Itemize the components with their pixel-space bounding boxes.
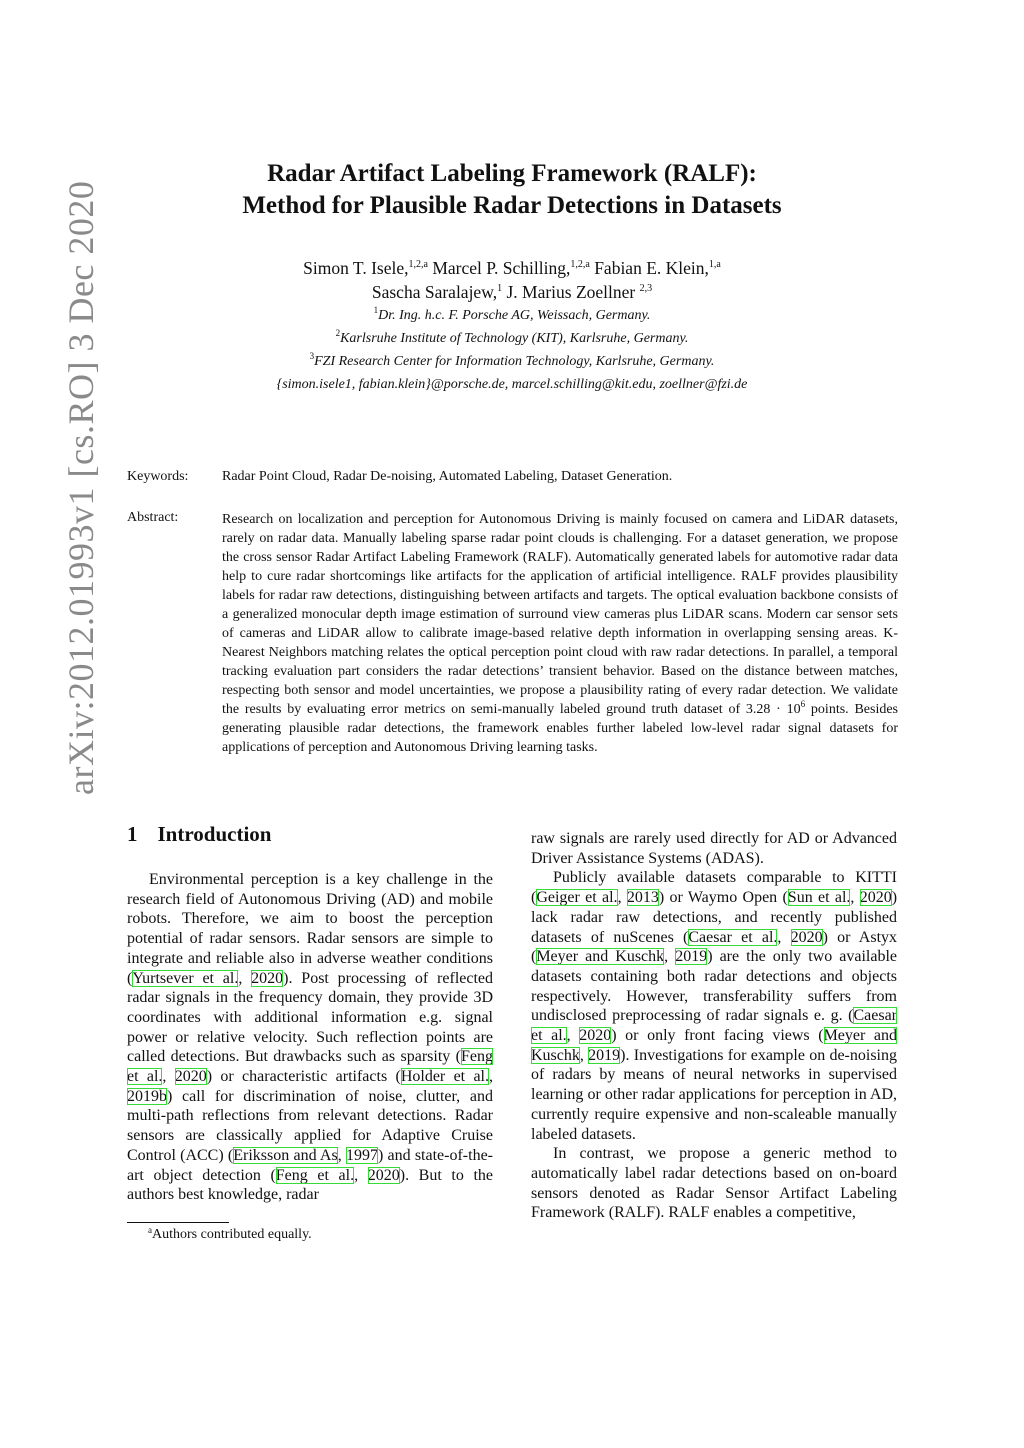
footnote-rule <box>127 1222 229 1223</box>
author-affil-sup: 1,a <box>708 259 721 270</box>
title-line-2: Method for Plausible Radar Detections in Datasets <box>242 192 782 219</box>
right-column <box>531 829 897 1223</box>
keywords-label: Keywords: <box>127 469 189 484</box>
author-name: Simon T. Isele, <box>303 258 409 278</box>
paragraph: In contrast, we propose a generic method to automatically label radar detections based on on-board sensors denoted as Radar Sensor Artifact Labeling Framework (RALF). RALF enables a competitive, <box>531 1145 897 1222</box>
citation-link[interactable]: 2019 <box>588 1046 621 1064</box>
citation-link[interactable]: Feng et al. <box>127 1048 493 1086</box>
author-name: J. Marius Zoellner <box>506 282 636 302</box>
citation-link[interactable]: 2020 <box>579 1027 612 1045</box>
section-title: Introduction <box>157 822 272 846</box>
author-name: Sascha Saralajew, <box>371 282 498 302</box>
title-line-1: Radar Artifact Labeling Framework (RALF): <box>267 160 757 187</box>
section-heading <box>127 822 271 847</box>
citation-link[interactable]: 2020 <box>367 1166 400 1184</box>
citation-link[interactable]: 2020 <box>859 889 892 907</box>
citation-link[interactable]: Geiger et al. <box>536 889 618 907</box>
abstract-label: Abstract: <box>127 510 179 525</box>
author-affil-sup: 1,2,a <box>570 259 590 270</box>
arxiv-identifier: arXiv:2012.01993v1 [cs.RO] 3 Dec 2020 <box>61 180 101 795</box>
paragraph: Environmental perception is a key challenge in the research field of Autonomous Driving (AD) and mobile robots. Therefore, we aim to boost the perception potential of radar sensors. Radar sensors are simple to integrate and reliable also in adverse weather conditions (Yurtsever et al., 2020). Post processing of reflected radar signals in the frequency domain, they provide 3D coordinates with additional information e.g. signal power or relative velocity. Such reflection points are called detections. But drawbacks such as sparsity (Feng et al., 2020) or characteristic artifacts (Holder et al., 2019b) call for discrimination of noise, clutter, and multi-path reflections from relevant detections. Radar sensors are classically applied for Adaptive Cruise Control (ACC) (Eriksson and As, 1997) and state-of-the-art object detection (Feng et al., 2020). But to the authors best knowledge, radar <box>127 871 494 1204</box>
citation-link[interactable]: 2020 <box>251 969 284 987</box>
author-list <box>100 256 924 304</box>
citation-link[interactable]: Feng et al. <box>275 1166 355 1184</box>
affiliation-line: $^2$Karlsruhe Institute of Technology (KIT), Karlsruhe, Germany. <box>335 328 689 346</box>
citation-link[interactable]: 2013 <box>626 889 659 907</box>
citation-link[interactable]: Eriksson and As <box>233 1146 338 1164</box>
citation-link[interactable]: 2020 <box>790 928 823 946</box>
affiliations <box>100 304 924 396</box>
left-column <box>127 870 493 1205</box>
citation-link[interactable]: 1997 <box>345 1146 378 1164</box>
citation-link[interactable]: Sun et al. <box>787 889 851 907</box>
citation-link[interactable]: 2019 <box>675 948 708 966</box>
author-name: Marcel P. Schilling, <box>432 258 571 278</box>
author-emails: {simon.isele1, fabian.klein}@porsche.de, marcel.schilling@kit.edu, zoellner@fzi.de <box>276 377 748 392</box>
citation-link[interactable]: Caesar et al. <box>688 928 778 946</box>
citation-link[interactable]: Holder et al. <box>400 1068 489 1086</box>
keywords-text: Radar Point Cloud, Radar De-noising, Automated Labeling, Dataset Generation. <box>222 469 673 484</box>
citation-link[interactable]: 2019b <box>127 1087 167 1105</box>
affiliation-line: $^3$FZI Research Center for Information Technology, Karlsruhe, Germany. <box>309 351 715 369</box>
affiliation-line: $^1$Dr. Ing. h.c. F. Porsche AG, Weissach, Germany. <box>373 305 651 323</box>
citation-link[interactable]: Caesar et al. <box>531 1007 897 1045</box>
paragraph: Publicly available datasets comparable to KITTI (Geiger et al., 2013) or Waymo Open (Sun et al., 2020) lack radar raw detections, and recently published datasets of nuScenes (Caesar et al., 2020) or Astyx (Meyer and Kuschk, 2019) are the only two available datasets containing both radar detections and objects respectively. However, transferability suffers from undisclosed preprocessing of radar signals e. g. (Caesar et al., 2020) or only front facing views (Meyer and Kuschk, 2019). Investigations for example on de-noising of radars by means of neural networks in supervised learning or other radar applications for perception in AD, currently require expensive and non-scaleable manually labeled datasets. <box>531 869 898 1143</box>
author-name: Fabian E. Klein, <box>594 258 709 278</box>
paper-title <box>100 158 924 222</box>
paragraph: raw signals are rarely used directly for AD or Advanced Driver Assistance Systems (ADAS). <box>531 830 897 867</box>
citation-link[interactable]: 2020 <box>174 1068 207 1086</box>
citation-link[interactable]: Yurtsever et al. <box>132 969 239 987</box>
author-affil-sup: 1 <box>497 283 503 294</box>
citation-link[interactable]: Meyer and Kuschk <box>531 1027 897 1064</box>
footnote: $^a$Authors contributed equally. <box>148 1225 312 1242</box>
section-number: 1 <box>127 822 138 846</box>
citation-link[interactable]: Meyer and Kuschk <box>536 948 665 966</box>
abstract-text: Research on localization and perception for Autonomous Driving is mainly focused on camera and LiDAR datasets, rarely on radar data. Manually labeling sparse radar point clouds is challenging. For a dataset generation, we propose the cross sensor Radar Artifact Labeling Framework (RALF). Automatically generated labels for automotive radar data help to cure radar shortcomings like artifacts for the application of artificial intelligence. RALF provides plausibility labels for radar raw detections, distinguishing between artifacts and targets. The optical evaluation backbone consists of a generalized monocular depth image estimation of surround view cameras plus LiDAR scans. Modern car sensor sets of cameras and LiDAR allow to calibrate image-based relative depth information in overlapping sensing areas. K-Nearest Neighbors matching relates the optical perception point cloud with raw radar detections. In parallel, a temporal tracking evaluation part considers the radar detections’ transient behavior. Based on the distance between matches, respecting both sensor and model uncertainties, we propose a plausibility rating of every radar detection. We validate the results by evaluating error metrics on semi-manually labeled ground truth dataset of $3.28 \cdot 10^6$ points. Besides generating plausible radar detections, the framework enables further labeled low-level radar signal datasets for applications of perception and Autonomous Driving learning tasks. <box>222 512 898 755</box>
author-affil-sup: 2,3 <box>639 283 653 294</box>
author-affil-sup: 1,2,a <box>408 259 428 270</box>
